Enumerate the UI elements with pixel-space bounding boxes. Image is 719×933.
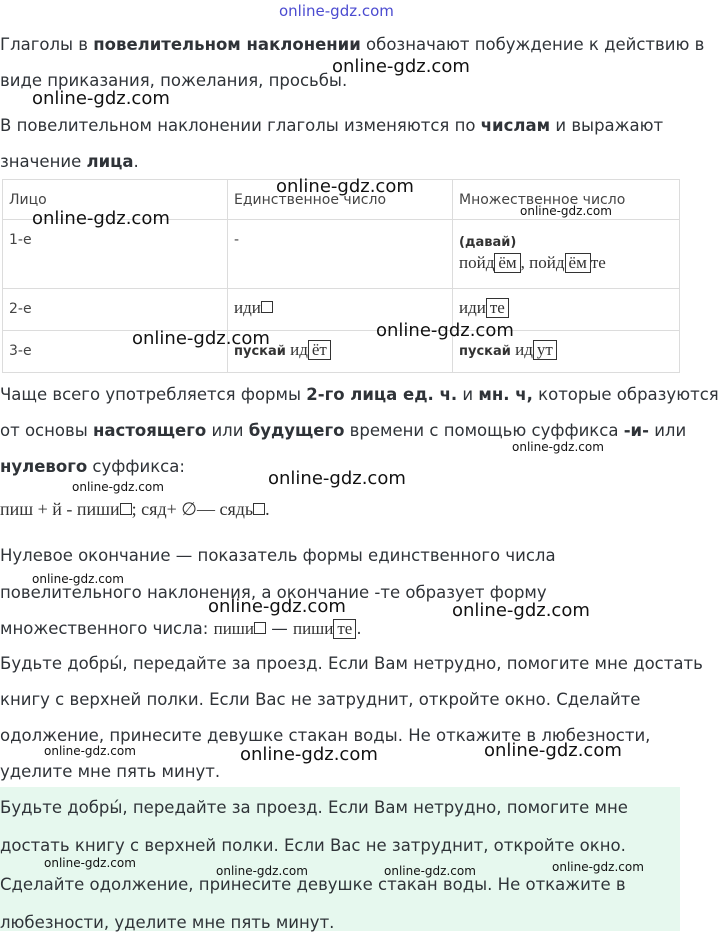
text: от основы: [0, 421, 93, 440]
term-bold: лица: [86, 152, 134, 171]
watermark: online-gdz.com: [240, 744, 378, 765]
row-plural: [453, 289, 679, 318]
stem: пойд: [459, 253, 495, 272]
paragraph-1-line-2: виде приказания, пожелания, просьбы.: [0, 71, 348, 90]
watermark: online-gdz.com: [44, 856, 136, 870]
stem: иди: [234, 298, 261, 317]
term-bold: 2-го лица ед. ч.: [306, 385, 458, 404]
text: множественного числа:: [0, 619, 214, 638]
ending-box: те: [333, 619, 356, 639]
text: .: [356, 619, 362, 638]
text: Глаголы в: [0, 35, 94, 54]
text: В повелительном наклонении глаголы изменяются по: [0, 116, 481, 135]
paragraph-4-line-3: [0, 619, 362, 639]
stem: ид: [285, 340, 308, 359]
row-person: 3-е: [9, 343, 32, 359]
watermark: online-gdz.com: [32, 572, 124, 586]
term-bold: настоящего: [93, 421, 207, 440]
watermark: online-gdz.com: [384, 864, 476, 878]
paragraph-2-line-1: [0, 116, 663, 136]
ending-box: ут: [533, 340, 557, 360]
header-person: Лицо: [9, 192, 47, 208]
answer-line: Будьте добры́, передайте за проезд. Если Вам нетрудно, помогите мне: [0, 798, 628, 817]
text: и выражают: [550, 116, 664, 135]
paragraph-3-line-2: [0, 421, 686, 441]
text: или: [648, 421, 687, 440]
paragraph-3-line-1: [0, 385, 719, 405]
table-row: [3, 220, 680, 289]
stem: иди: [459, 298, 486, 317]
watermark: online-gdz.com: [32, 208, 170, 229]
watermark: online-gdz.com: [44, 744, 136, 758]
stem: пиши: [213, 619, 254, 638]
watermark: online-gdz.com: [276, 176, 414, 197]
watermark: online-gdz.com: [132, 328, 270, 349]
answer-line: любезности, уделите мне пять минут.: [0, 913, 335, 932]
text: времени с помощью суффикса: [344, 421, 624, 440]
paragraph-2-line-2: [0, 152, 139, 172]
watermark: online-gdz.com: [512, 440, 604, 454]
watermark: online-gdz.com: [332, 56, 470, 77]
example-line: одолжение, принесите девушке стакан воды. Не откажите в любезности,: [0, 726, 651, 745]
paragraph-4-line-2: повелительного наклонения, а окончание -те образует форму: [0, 583, 547, 602]
plural-bold: (давай): [459, 235, 517, 250]
empty-ending-box: [254, 622, 266, 634]
stem: пиши: [292, 619, 334, 638]
ending-box: те: [486, 298, 509, 318]
formula-text: .: [265, 499, 270, 519]
ending-box: ём: [494, 253, 520, 273]
text: или: [206, 421, 249, 440]
text: которые образуются: [532, 385, 719, 404]
watermark: online-gdz.com: [452, 600, 590, 621]
answer-line: достать книгу с верхней полки. Если Вас не затруднит, откройте окно.: [0, 836, 626, 855]
separator: ,: [520, 253, 530, 272]
answer-line: Сделайте одолжение, принесите девушке стакан воды. Не откажите в: [0, 875, 626, 894]
ending-box: ёт: [308, 340, 331, 360]
text: Чаще всего употребляется формы: [0, 385, 307, 404]
header-plural: Множественное число: [459, 192, 626, 208]
text: суффикса:: [87, 457, 185, 476]
term-bold: будущего: [248, 421, 345, 440]
text: значение: [0, 152, 87, 171]
watermark: online-gdz.com: [32, 88, 170, 109]
paragraph-1-line-1: [0, 35, 704, 55]
term-bold: -и-: [623, 421, 649, 440]
morpheme-formula: [0, 499, 270, 520]
row-person: 2-е: [9, 301, 32, 317]
example-line: книгу с верхней полки. Если Вас не затруднит, откройте окно. Сделайте: [0, 690, 641, 709]
watermark: online-gdz.com: [216, 864, 308, 878]
watermark: online-gdz.com: [376, 320, 514, 341]
paragraph-4-line-1: Нулевое окончание — показатель формы единственного числа: [0, 546, 556, 565]
term-bold: числам: [480, 116, 551, 135]
example-line: уделите мне пять минут.: [0, 762, 221, 781]
formula-text: пиш + й - пиши: [0, 499, 120, 519]
text: и: [457, 385, 479, 404]
paragraph-3-line-3: [0, 457, 185, 477]
stem: пойд: [529, 253, 565, 272]
term-bold: нулевого: [0, 457, 88, 476]
empty-ending-box: [120, 503, 132, 515]
header-singular: Единственное число: [234, 192, 387, 208]
plural-forms: [453, 250, 679, 273]
table-row: [3, 289, 680, 331]
term-bold: повелительном наклонении: [93, 35, 361, 54]
row-singular: -: [234, 232, 240, 248]
watermark: online-gdz.com: [72, 480, 164, 494]
text: обозначают побуждение к действию в: [360, 35, 705, 54]
null-suffix-icon: ∅: [181, 499, 197, 519]
watermark: online-gdz.com: [268, 468, 406, 489]
formula-text: — сядь: [196, 499, 254, 519]
stem: ид: [510, 340, 533, 359]
row-singular: [228, 289, 452, 318]
text: —: [265, 619, 293, 638]
watermark: online-gdz.com: [484, 740, 622, 761]
formula-text: ; сяд+: [131, 499, 182, 519]
term-bold: мн. ч,: [478, 385, 533, 404]
suffix: те: [590, 253, 606, 272]
table-row: [3, 331, 680, 373]
watermark: online-gdz.com: [552, 860, 644, 874]
example-line: Будьте добры́, передайте за проезд. Если Вам нетрудно, помогите мне достать: [0, 654, 703, 673]
particle-bold: пускай: [234, 344, 286, 359]
text: .: [133, 152, 139, 171]
row-person: 1-е: [9, 232, 32, 248]
empty-ending-box: [253, 503, 265, 515]
ending-box: ём: [565, 253, 591, 273]
watermark: online-gdz.com: [520, 204, 612, 218]
empty-ending-box: [261, 301, 273, 313]
particle-bold: пускай: [459, 344, 511, 359]
watermark: online-gdz.com: [208, 596, 346, 617]
watermark: online-gdz.com: [279, 2, 394, 20]
